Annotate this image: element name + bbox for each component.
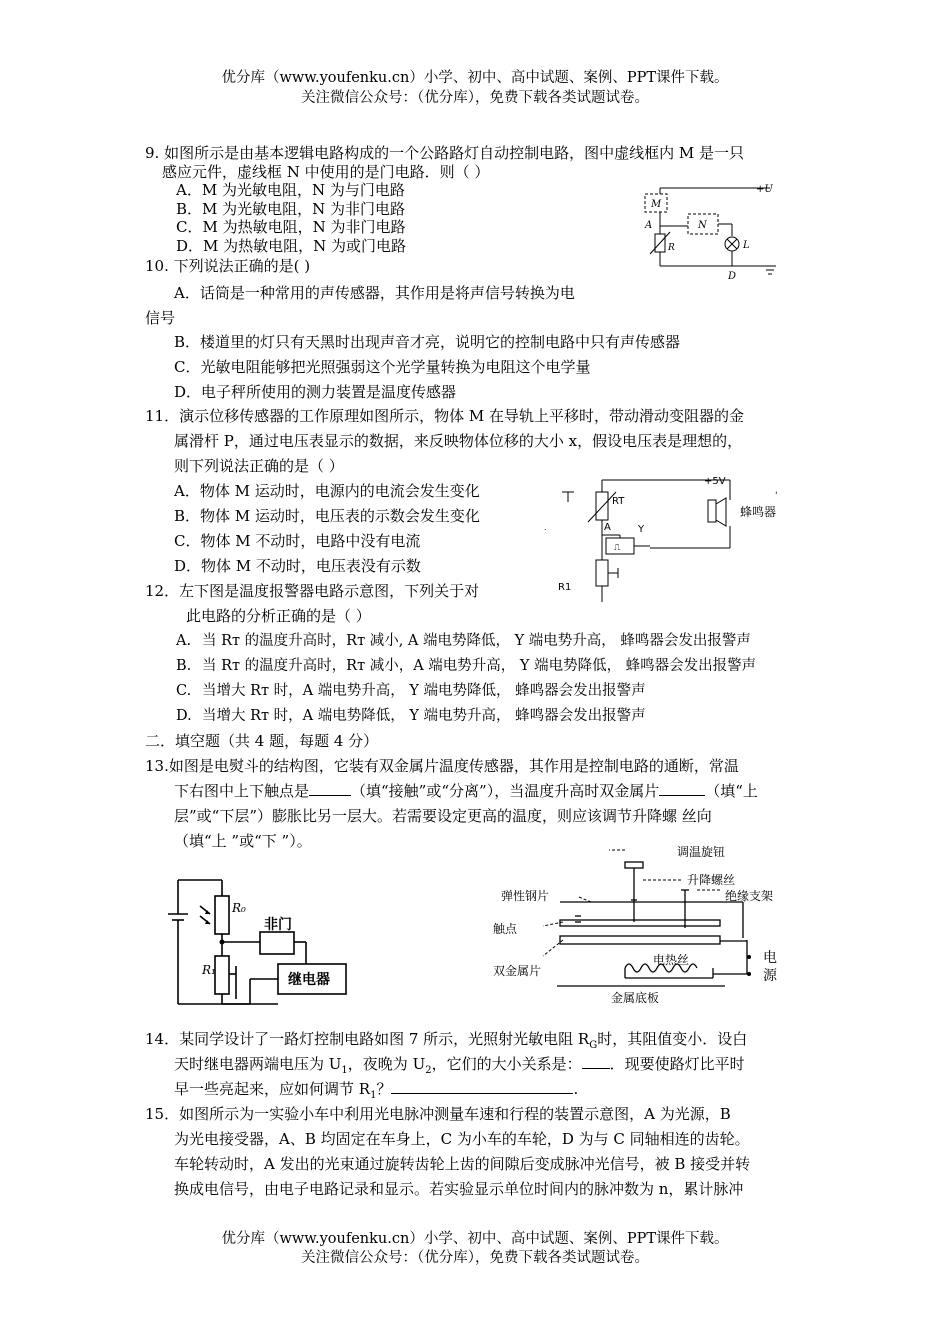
q9-label-l: L xyxy=(743,240,750,251)
q13-line2-c: （填“上 xyxy=(705,782,758,800)
q10-option-c: C．光敏电阻能够把光照强弱这个光学量转换为电阻这个电学量 xyxy=(174,358,591,376)
q14-line2-d: ．现要使路灯比平时 xyxy=(609,1055,745,1073)
q12-label-y: Y xyxy=(638,524,645,535)
q12-option-c xyxy=(176,681,646,701)
q14-line3-b: ？ xyxy=(376,1080,392,1098)
q13-label-relay: 继电器 xyxy=(288,972,330,988)
q9-option-b: B．M 为光敏电阻，N 为非门电路 xyxy=(176,200,406,218)
q13-blank-1[interactable] xyxy=(309,781,351,796)
svg-text:.: . xyxy=(544,523,547,532)
q12-label-buzzer: 蜂鸣器 xyxy=(740,505,777,519)
q11-line2: 属滑杆 P，通过电压表显示的数据，来反映物体位移的大小 x，假设电压表是理想的， xyxy=(174,432,743,450)
page-footer-line2: 关注微信公众号：（优分库），免费下载各类试题试卷。 xyxy=(301,1250,649,1266)
q12-option-a xyxy=(176,631,751,651)
q12-option-d xyxy=(176,706,646,726)
q13-line1: 13.如图是电熨斗的结构图，它装有双金属片温度传感器，其作用是控制电路的通断，常温 xyxy=(145,757,739,775)
q14-blank-1[interactable] xyxy=(582,1054,610,1069)
q15-line3: 车轮转动时，A 发出的光束通过旋转齿轮上齿的间隙后变成脉冲光信号，被 B 接受并转 xyxy=(174,1155,751,1173)
q12-option-b-letter: B. xyxy=(176,658,192,674)
q10-option-a-line2: 信号 xyxy=(145,309,176,327)
q13-label-spring: 弹性钢片 xyxy=(501,889,550,903)
q12-option-a-letter: A. xyxy=(176,633,192,649)
q9-circuit-figure xyxy=(630,176,790,286)
q11-line3: 则下列说法正确的是（ ） xyxy=(174,457,344,475)
q13-label-r0: R₀ xyxy=(232,901,246,915)
q14-line3-sub: 1 xyxy=(370,1090,377,1101)
q14-line1-a: 14．某同学设计了一路灯控制电路如图 7 所示，光照射光敏电阻 R xyxy=(145,1030,590,1048)
q12-label-r1: R1 xyxy=(558,582,572,593)
q12-line1: 12．左下图是温度报警器电路示意图，下列关于对 xyxy=(145,582,480,600)
q15-line1: 15．如图所示为一实验小车中利用光电脉冲测量车速和行程的装置示意图，A 为光源，B xyxy=(145,1105,731,1123)
q13-label-contact: 触点 xyxy=(493,922,518,936)
q14-line2-c: ，它们的大小关系是： xyxy=(431,1055,582,1073)
q14-line2 xyxy=(174,1054,745,1081)
page-footer-line1: 优分库（www.youfenku.cn）小学、初中、高中试题、案例、PPT课件下载。 xyxy=(221,1231,729,1247)
q9-option-c: C．M 为热敏电阻，N 为非门电路 xyxy=(176,218,406,236)
q14-line3-c: . xyxy=(573,1080,579,1098)
q14-blank-2[interactable] xyxy=(391,1079,573,1094)
q14-line2-sub2: 2 xyxy=(425,1065,432,1076)
q12-label-a: A xyxy=(604,522,611,533)
q9-label-supply: +U xyxy=(756,184,773,195)
q12-option-d-text: 当增大 Rᴛ 时，A 端电势降低， Y 端电势升高， 蜂鸣器会发出报警声 xyxy=(202,708,646,724)
q9-line1: 9. 如图所示是由基本逻辑电路构成的一个公路路灯自动控制电路，图中虚线框内 M 是一只 xyxy=(145,144,744,162)
q12-option-a-text: 当 Rᴛ 的温度升高时，Rᴛ 减小, A 端电势降低， Y 端电势升高， 蜂鸣器会发出报警声 xyxy=(202,633,751,649)
q13-label-r1: R₁ xyxy=(202,963,216,977)
q9-line2: 感应元件，虚线框 N 中使用的是门电路．则（ ） xyxy=(162,163,490,181)
q9-label-m: M xyxy=(651,199,662,210)
q13-label-power2: 源 xyxy=(763,968,777,984)
svg-text:⎍: ⎍ xyxy=(614,543,621,553)
q13-label-bimetal: 双金属片 xyxy=(493,964,542,978)
q14-line2-a: 天时继电器两端电压为 U xyxy=(174,1055,342,1073)
q11-line1: 11．演示位移传感器的工作原理如图所示，物体 M 在导轨上平移时，带动滑动变阻器的金 xyxy=(145,407,744,425)
q10-stem: 10. 下列说法正确的是( ) xyxy=(145,257,311,275)
q13-label-base: 金属底板 xyxy=(611,991,660,1005)
q9-label-n: N xyxy=(698,220,707,231)
svg-text:': ' xyxy=(775,491,778,501)
q11-option-b: B．物体 M 运动时，电压表的示数会发生变化 xyxy=(174,507,480,525)
q12-option-d-letter: D. xyxy=(176,708,192,724)
page-header-line2: 关注微信公众号：（优分库），免费下载各类试题试卷。 xyxy=(301,90,649,106)
q14-line1-sub: G xyxy=(589,1040,598,1051)
q12-label-rt: RT xyxy=(612,496,625,507)
q13-right-iron-figure xyxy=(485,840,795,1008)
q14-line3 xyxy=(174,1079,578,1106)
q11-option-d: D．物体 M 不动时，电压表没有示数 xyxy=(174,557,421,575)
q9-label-d: D xyxy=(728,271,737,282)
q14-line1-b: 时，其阻值变小．设白 xyxy=(597,1030,748,1048)
q13-label-screw: 升降螺丝 xyxy=(687,873,736,887)
q12-alarm-circuit-figure xyxy=(540,470,790,610)
q9-option-d: D．M 为热敏电阻，N 为或门电路 xyxy=(176,237,407,255)
q13-label-heater: 电热丝 xyxy=(653,953,690,967)
q12-line2: 此电路的分析正确的是（ ） xyxy=(186,607,371,625)
q11-option-c: C．物体 M 不动时，电路中没有电流 xyxy=(174,532,421,550)
q13-line2-a: 下右图中上下触点是 xyxy=(174,782,310,800)
q13-line3: 层”或“下层”）膨胀比另一层大。若需要设定更高的温度，则应该调节升降螺 丝向 xyxy=(174,807,712,825)
q10-option-b: B．楼道里的灯只有天黑时出现声音才亮，说明它的控制电路中只有声传感器 xyxy=(174,333,681,351)
q13-left-circuit-figure xyxy=(160,874,360,1009)
q13-label-knob: 调温旋钮 xyxy=(677,845,726,859)
q13-blank-2[interactable] xyxy=(659,781,705,796)
q12-option-c-text: 当增大 Rᴛ 时，A 端电势升高， Y 端电势降低， 蜂鸣器会发出报警声 xyxy=(202,683,646,699)
q14-line2-sub1: 1 xyxy=(341,1065,348,1076)
page-header-line1: 优分库（www.youfenku.cn）小学、初中、高中试题、案例、PPT课件下载。 xyxy=(221,70,729,86)
q12-option-c-letter: C. xyxy=(176,683,192,699)
q13-line2-b: （填“接触”或“分离”），当温度升高时双金属片 xyxy=(351,782,660,800)
q13-line4: （填“上 ”或“下 ”）。 xyxy=(174,832,312,850)
q13-label-power: 电 xyxy=(763,950,777,966)
q12-option-b xyxy=(176,656,756,676)
q14-line3-a: 早一些亮起来，应如何调节 R xyxy=(174,1080,371,1098)
q14-line1 xyxy=(145,1029,747,1056)
q12-label-supply: +5V xyxy=(704,476,726,487)
q9-label-r: R xyxy=(668,243,675,253)
q9-label-a: A xyxy=(645,220,653,231)
q11-option-a: A．物体 M 运动时，电源内的电流会发生变化 xyxy=(174,482,480,500)
q12-option-b-text: 当 Rᴛ 的温度升高时，Rᴛ 减小，A 端电势升高， Y 端电势降低， 蜂鸣器会发出报警声 xyxy=(202,658,757,674)
q15-line2: 为光电接受器，A、B 均固定在车身上，C 为小车的车轮，D 为与 C 同轴相连的齿轮。 xyxy=(174,1130,750,1148)
q15-line4: 换成电信号，由电子电路记录和显示。若实验显示单位时间内的脉冲数为 n，累计脉冲 xyxy=(174,1180,744,1198)
q13-label-support: 绝缘支架 xyxy=(725,889,774,903)
q9-option-a: A．M 为光敏电阻，N 为与门电路 xyxy=(176,181,405,199)
section-2-heading: 二．填空题（共 4 题，每题 4 分） xyxy=(145,732,379,750)
q10-option-d: D．电子秤所使用的测力装置是温度传感器 xyxy=(174,383,457,401)
q14-line2-b: ，夜晚为 U xyxy=(347,1055,426,1073)
q13-line2 xyxy=(174,781,758,801)
q13-label-gate: 非门 xyxy=(264,917,292,933)
q10-option-a-line1: A．话筒是一种常用的声传感器，其作用是将声信号转换为电 xyxy=(174,284,575,302)
